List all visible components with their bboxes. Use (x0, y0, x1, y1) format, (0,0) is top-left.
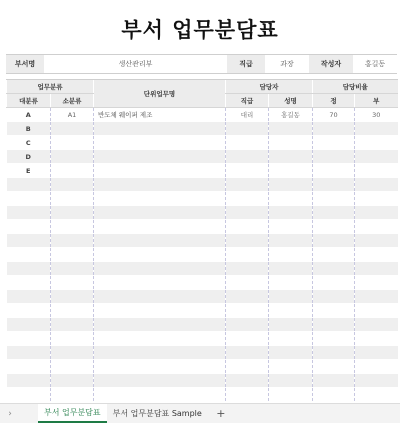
empty-cell[interactable] (269, 234, 313, 248)
empty-cell[interactable] (94, 360, 226, 374)
empty-cell[interactable] (94, 374, 226, 388)
empty-cell[interactable] (269, 346, 313, 360)
cell-task[interactable] (94, 150, 226, 164)
empty-cell[interactable] (313, 178, 355, 192)
empty-cell[interactable] (226, 248, 269, 262)
empty-cell[interactable] (7, 262, 51, 276)
empty-cell[interactable] (313, 360, 355, 374)
cell-secondary[interactable]: 30 (355, 108, 398, 122)
page-title: 부서 업무분담표 (121, 18, 279, 42)
empty-row (7, 262, 398, 276)
empty-cell[interactable] (7, 206, 51, 220)
empty-cell[interactable] (51, 178, 94, 192)
empty-cell[interactable] (355, 318, 398, 332)
empty-cell[interactable] (7, 290, 51, 304)
cell-minor[interactable] (51, 122, 94, 136)
cell-minor[interactable] (51, 150, 94, 164)
empty-cell[interactable] (7, 192, 51, 206)
empty-cell[interactable] (269, 304, 313, 318)
empty-cell[interactable] (269, 388, 313, 402)
empty-cell[interactable] (7, 178, 51, 192)
empty-cell[interactable] (355, 262, 398, 276)
empty-row (7, 290, 398, 304)
cell-rank[interactable] (226, 122, 269, 136)
info-bar (6, 54, 397, 74)
cell-task[interactable] (94, 164, 226, 178)
cell-name[interactable] (269, 150, 313, 164)
dept-label: 부서명 (6, 55, 44, 73)
empty-row (7, 178, 398, 192)
header-person: 담당자 (226, 80, 313, 94)
empty-cell[interactable] (94, 262, 226, 276)
cell-primary[interactable] (313, 122, 355, 136)
empty-cell[interactable] (94, 234, 226, 248)
empty-cell[interactable] (51, 388, 94, 402)
empty-cell[interactable] (51, 318, 94, 332)
table-row (7, 122, 398, 136)
empty-cell[interactable] (226, 318, 269, 332)
cell-minor[interactable] (51, 136, 94, 150)
empty-cell[interactable] (51, 262, 94, 276)
empty-cell[interactable] (94, 346, 226, 360)
empty-cell[interactable] (313, 192, 355, 206)
empty-cell[interactable] (7, 360, 51, 374)
empty-cell[interactable] (313, 346, 355, 360)
empty-cell[interactable] (313, 276, 355, 290)
empty-cell[interactable] (355, 276, 398, 290)
cell-primary[interactable] (313, 150, 355, 164)
empty-cell[interactable] (51, 276, 94, 290)
empty-cell[interactable] (51, 290, 94, 304)
empty-cell[interactable] (269, 206, 313, 220)
empty-cell[interactable] (94, 248, 226, 262)
empty-cell[interactable] (269, 248, 313, 262)
tab-sheet-main[interactable]: 부서 업무분담표 (38, 404, 107, 423)
empty-cell[interactable] (269, 318, 313, 332)
empty-cell[interactable] (313, 318, 355, 332)
empty-cell[interactable] (269, 332, 313, 346)
empty-cell[interactable] (269, 290, 313, 304)
empty-cell[interactable] (94, 332, 226, 346)
empty-cell[interactable] (355, 192, 398, 206)
empty-cell[interactable] (51, 206, 94, 220)
table-row (7, 136, 398, 150)
empty-cell[interactable] (51, 360, 94, 374)
cell-secondary[interactable] (355, 136, 398, 150)
cell-task[interactable]: 반도체 웨이퍼 제조 (94, 108, 226, 122)
empty-cell[interactable] (7, 388, 51, 402)
empty-cell[interactable] (94, 276, 226, 290)
empty-cell[interactable] (313, 374, 355, 388)
tab-scroll-icon[interactable]: › (8, 408, 12, 419)
cell-major[interactable]: D (7, 150, 51, 164)
table-row (7, 150, 398, 164)
empty-cell[interactable] (269, 374, 313, 388)
empty-cell[interactable] (51, 220, 94, 234)
table-row (7, 108, 398, 122)
dept-value[interactable]: 생산관리부 (118, 60, 153, 68)
cell-minor[interactable]: A1 (51, 108, 94, 122)
empty-cell[interactable] (7, 304, 51, 318)
empty-cell[interactable] (269, 262, 313, 276)
empty-row (7, 346, 398, 360)
empty-cell[interactable] (355, 248, 398, 262)
rank-value[interactable]: 과장 (280, 60, 294, 68)
empty-cell[interactable] (51, 192, 94, 206)
sheet-tab-bar (0, 403, 400, 423)
header-name: 성명 (269, 94, 313, 108)
empty-cell[interactable] (313, 206, 355, 220)
empty-cell[interactable] (355, 304, 398, 318)
empty-row (7, 304, 398, 318)
empty-cell[interactable] (313, 220, 355, 234)
header-work-category: 업무분류 (7, 80, 94, 94)
empty-row (7, 318, 398, 332)
empty-cell[interactable] (226, 332, 269, 346)
cell-rank[interactable] (226, 136, 269, 150)
empty-cell[interactable] (94, 304, 226, 318)
empty-cell[interactable] (355, 332, 398, 346)
empty-cell[interactable] (51, 304, 94, 318)
empty-cell[interactable] (355, 178, 398, 192)
empty-cell[interactable] (313, 290, 355, 304)
cell-primary[interactable]: 70 (313, 108, 355, 122)
empty-cell[interactable] (7, 374, 51, 388)
cell-rank[interactable]: 대리 (226, 108, 269, 122)
cell-secondary[interactable] (355, 122, 398, 136)
empty-cell[interactable] (355, 290, 398, 304)
empty-row (7, 360, 398, 374)
empty-cell[interactable] (226, 192, 269, 206)
empty-cell[interactable] (7, 220, 51, 234)
cell-name[interactable] (269, 136, 313, 150)
author-value[interactable]: 홍길동 (364, 60, 386, 68)
cell-name[interactable] (269, 122, 313, 136)
tab-sheet-sample[interactable]: 부서 업무분담표 Sample (112, 409, 202, 418)
empty-cell[interactable] (269, 192, 313, 206)
empty-cell[interactable] (51, 332, 94, 346)
empty-row (7, 234, 398, 248)
cell-task[interactable] (94, 136, 226, 150)
header-primary: 정 (313, 94, 355, 108)
empty-cell[interactable] (226, 290, 269, 304)
empty-cell[interactable] (269, 220, 313, 234)
empty-row (7, 374, 398, 388)
empty-cell[interactable] (7, 248, 51, 262)
empty-cell[interactable] (94, 178, 226, 192)
empty-cell[interactable] (226, 360, 269, 374)
cell-major[interactable]: E (7, 164, 51, 178)
empty-cell[interactable] (94, 220, 226, 234)
empty-cell[interactable] (355, 346, 398, 360)
empty-cell[interactable] (226, 388, 269, 402)
empty-cell[interactable] (7, 276, 51, 290)
empty-cell[interactable] (226, 234, 269, 248)
cell-minor[interactable] (51, 164, 94, 178)
empty-cell[interactable] (355, 388, 398, 402)
cell-name[interactable] (269, 164, 313, 178)
empty-row (7, 206, 398, 220)
empty-cell[interactable] (226, 276, 269, 290)
empty-cell[interactable] (7, 332, 51, 346)
empty-cell[interactable] (269, 178, 313, 192)
empty-cell[interactable] (269, 360, 313, 374)
empty-cell[interactable] (226, 206, 269, 220)
empty-row (7, 220, 398, 234)
cell-name[interactable]: 홍길동 (269, 108, 313, 122)
table-row (7, 164, 398, 178)
empty-cell[interactable] (355, 206, 398, 220)
cell-secondary[interactable] (355, 150, 398, 164)
empty-row (7, 276, 398, 290)
empty-cell[interactable] (269, 276, 313, 290)
empty-cell[interactable] (226, 304, 269, 318)
empty-cell[interactable] (226, 346, 269, 360)
empty-cell[interactable] (226, 220, 269, 234)
empty-cell[interactable] (313, 304, 355, 318)
cell-major[interactable]: C (7, 136, 51, 150)
empty-cell[interactable] (94, 388, 226, 402)
empty-cell[interactable] (313, 234, 355, 248)
empty-cell[interactable] (94, 318, 226, 332)
cell-major[interactable]: B (7, 122, 51, 136)
empty-row (7, 332, 398, 346)
author-label: 작성자 (309, 55, 353, 73)
header-minor: 소분류 (51, 94, 94, 108)
empty-row (7, 248, 398, 262)
empty-cell[interactable] (355, 360, 398, 374)
empty-cell[interactable] (94, 290, 226, 304)
empty-cell[interactable] (51, 234, 94, 248)
empty-cell[interactable] (313, 332, 355, 346)
empty-row (7, 192, 398, 206)
empty-cell[interactable] (7, 346, 51, 360)
empty-cell[interactable] (51, 346, 94, 360)
task-table (6, 79, 398, 402)
empty-cell[interactable] (313, 388, 355, 402)
empty-cell[interactable] (355, 220, 398, 234)
header-major: 대분류 (7, 94, 51, 108)
empty-cell[interactable] (7, 318, 51, 332)
empty-cell[interactable] (355, 374, 398, 388)
header-rank: 직급 (226, 94, 269, 108)
header-secondary: 부 (355, 94, 398, 108)
cell-task[interactable] (94, 122, 226, 136)
empty-cell[interactable] (355, 234, 398, 248)
rank-label: 직급 (227, 55, 265, 73)
empty-cell[interactable] (94, 206, 226, 220)
header-unit-task: 단위업무명 (94, 80, 226, 108)
empty-cell[interactable] (226, 262, 269, 276)
cell-rank[interactable] (226, 150, 269, 164)
empty-cell[interactable] (7, 234, 51, 248)
cell-primary[interactable] (313, 136, 355, 150)
cell-secondary[interactable] (355, 164, 398, 178)
empty-row (7, 388, 398, 402)
empty-cell[interactable] (226, 178, 269, 192)
cell-rank[interactable] (226, 164, 269, 178)
header-ratio: 담당비율 (313, 80, 398, 94)
empty-cell[interactable] (51, 374, 94, 388)
empty-cell[interactable] (226, 374, 269, 388)
cell-primary[interactable] (313, 164, 355, 178)
add-sheet-button[interactable]: + (216, 407, 226, 420)
empty-cell[interactable] (51, 248, 94, 262)
empty-cell[interactable] (94, 192, 226, 206)
cell-major[interactable]: A (7, 108, 51, 122)
empty-cell[interactable] (313, 262, 355, 276)
empty-cell[interactable] (313, 248, 355, 262)
